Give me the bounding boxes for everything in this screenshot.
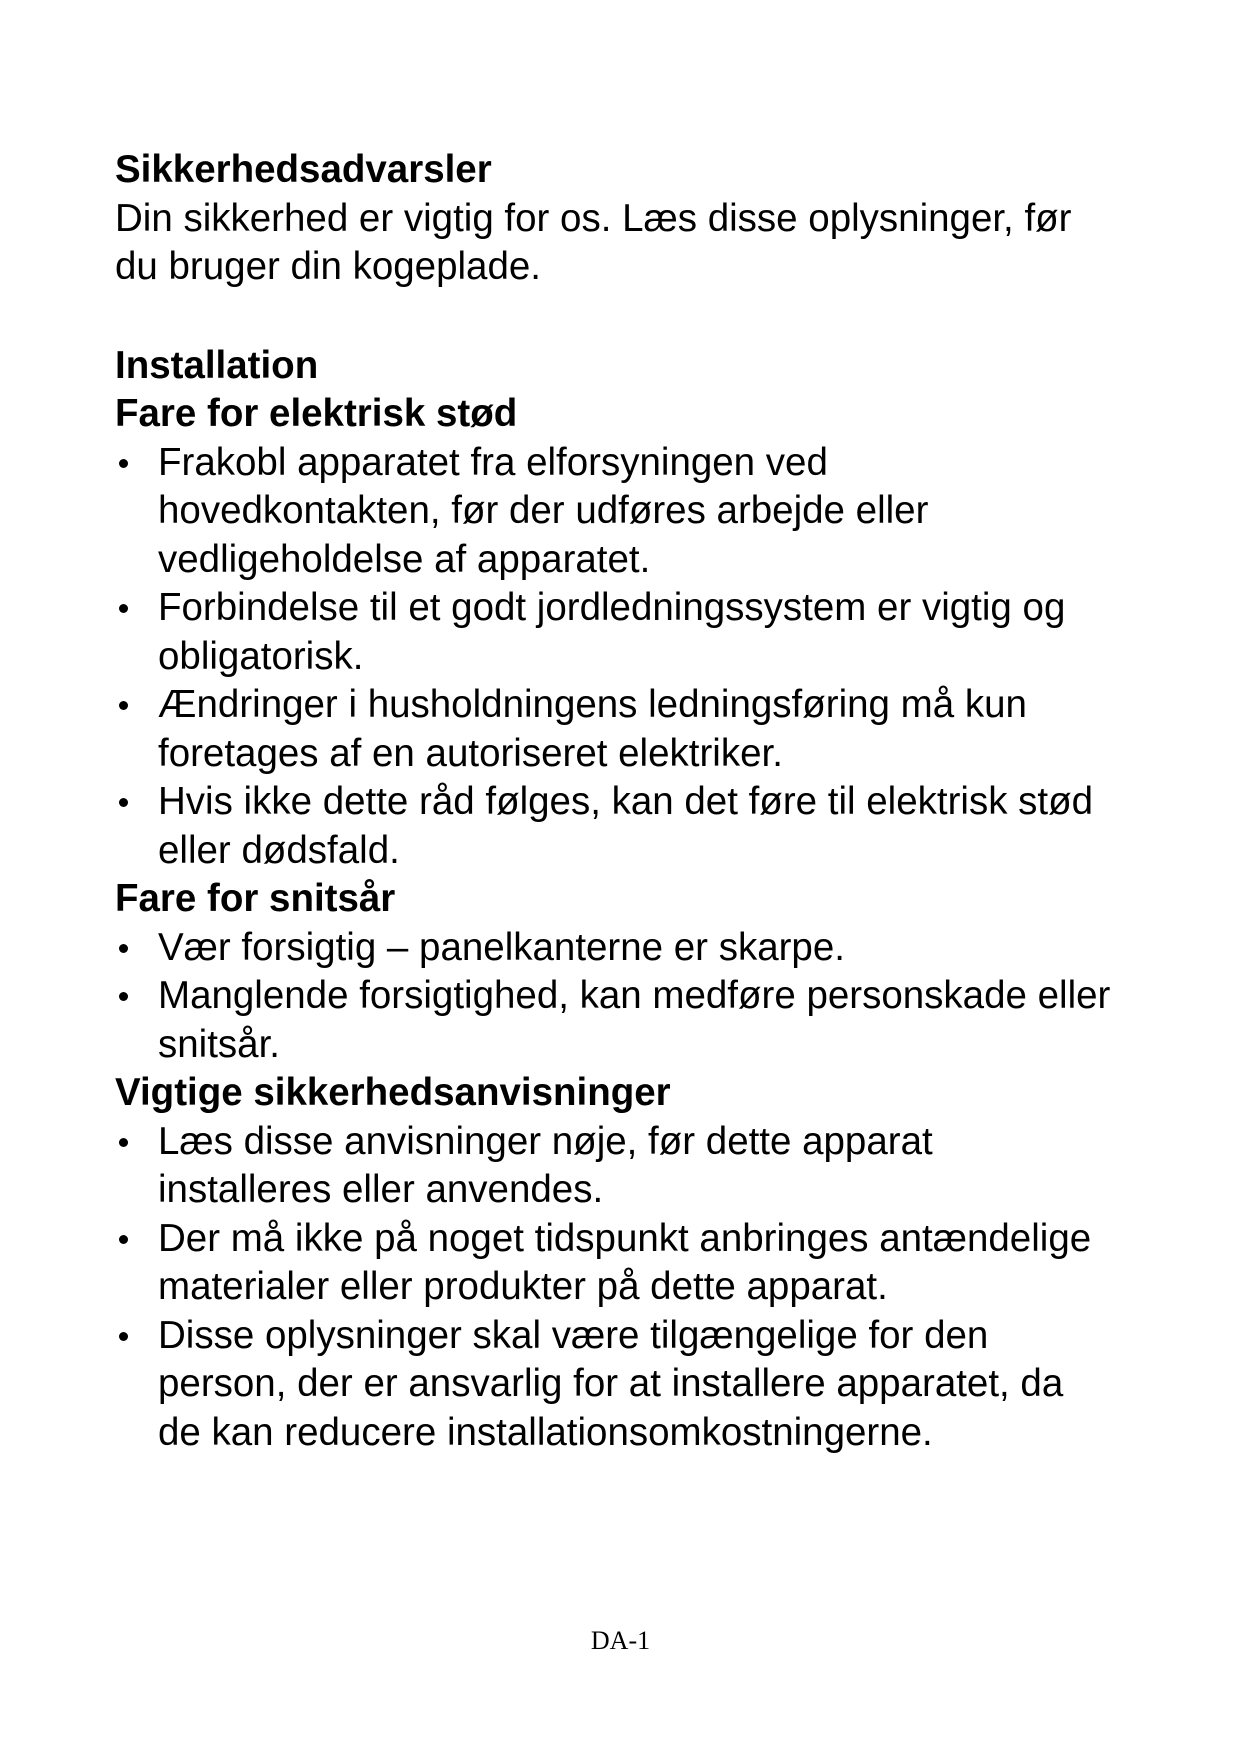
bullet-icon [119, 701, 128, 710]
list-item-text: Der må ikke på noget tidspunkt anbringes antændelige materialer eller produkter på dette apparat. [158, 1216, 1092, 1308]
list-item [115, 778, 1115, 875]
list-item-text: Ændringer i husholdningens ledningsføring må kun foretages af en autoriseret elektriker. [158, 683, 1027, 775]
bullet-list-safety-instructions [115, 1118, 1115, 1458]
bullet-icon [119, 992, 128, 1001]
list-item-text: Forbindelse til et godt jordledningssystem er vigtig og obligatorisk. [158, 586, 1066, 678]
bullet-icon [119, 604, 128, 613]
section-title: Installation [115, 343, 319, 387]
list-item [115, 584, 1115, 681]
list-item-text: Frakobl apparatet fra elforsyningen ved hovedkontakten, før der udføres arbejde eller vedligeholdelse af apparatet. [158, 440, 929, 581]
section-cut-hazard [115, 875, 1115, 1069]
intro-paragraph: Din sikkerhed er vigtig for os. Læs disse oplysninger, før du bruger din kogeplade. [115, 196, 1072, 288]
list-item-text: Manglende forsigtighed, kan medføre personskade eller snitsår. [158, 974, 1111, 1066]
list-item [115, 1118, 1115, 1215]
page-number: DA-1 [590, 1626, 651, 1655]
list-item-text: Vær forsigtig – panelkanterne er skarpe. [158, 925, 845, 969]
section-electric-shock [115, 390, 1115, 875]
document-title: Sikkerhedsadvarsler [115, 148, 492, 191]
subheading-safety-instructions: Vigtige sikkerhedsanvisninger [115, 1071, 671, 1114]
list-item-text: Hvis ikke dette råd følges, kan det føre til elektrisk stød eller dødsfald. [158, 780, 1094, 872]
list-item [115, 439, 1115, 585]
bullet-icon [119, 1332, 128, 1341]
list-item [115, 1312, 1115, 1458]
bullet-icon [119, 1138, 128, 1147]
bullet-icon [119, 798, 128, 807]
spacer [115, 292, 1115, 342]
document-page [115, 146, 1115, 1457]
bullet-list-electric-shock [115, 439, 1115, 876]
list-item [115, 972, 1115, 1069]
bullet-list-cut-hazard [115, 924, 1115, 1070]
subheading-cut-hazard: Fare for snitsår [115, 877, 396, 920]
list-item [115, 681, 1115, 778]
list-item-text: Disse oplysninger skal være tilgængelige for den person, der er ansvarlig for at installere apparatet, da de kan reducere installationsomkostningerne. [158, 1313, 1064, 1454]
list-item-text: Læs disse anvisninger nøje, før dette apparat installeres eller anvendes. [158, 1119, 933, 1211]
section-safety-instructions [115, 1069, 1115, 1457]
subheading-electric-shock: Fare for elektrisk stød [115, 392, 518, 435]
list-item [115, 1215, 1115, 1312]
bullet-icon [119, 1235, 128, 1244]
bullet-icon [119, 459, 128, 468]
list-item [115, 924, 1115, 973]
bullet-icon [119, 944, 128, 953]
